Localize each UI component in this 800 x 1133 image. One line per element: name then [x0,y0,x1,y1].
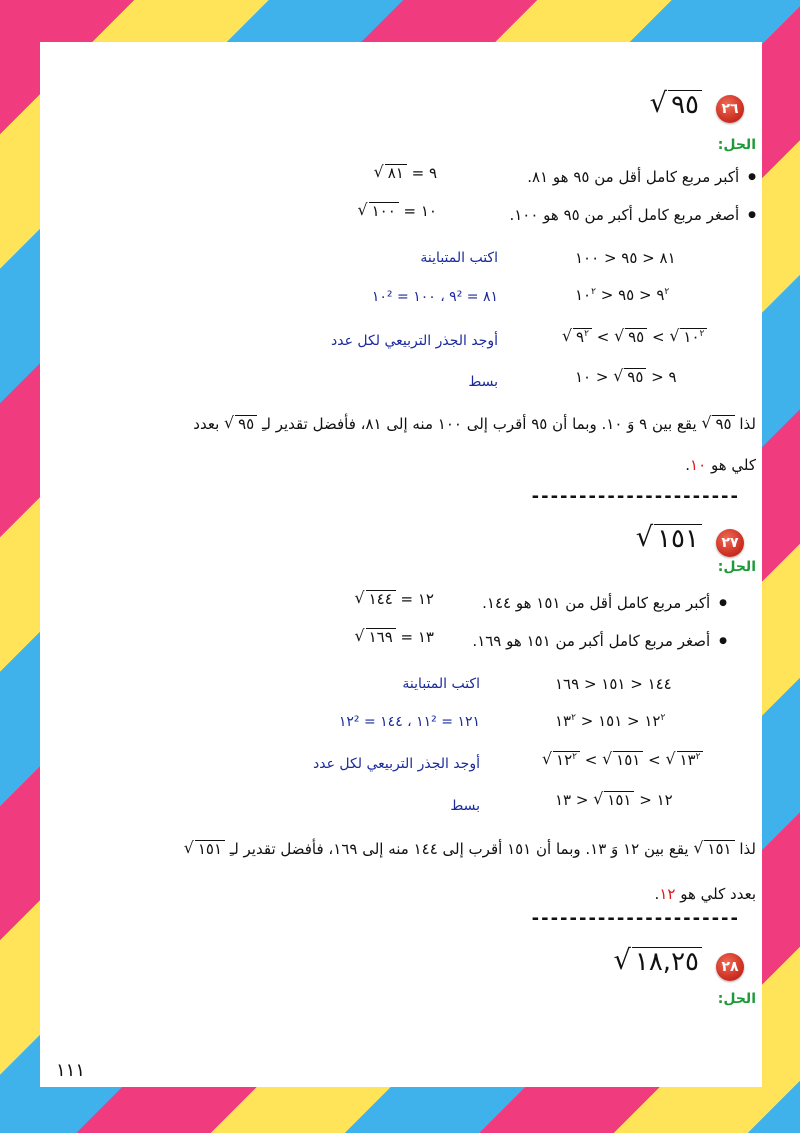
equation: √ ٨١ = ٩ [373,162,437,183]
sqrt-icon: √ [649,88,668,120]
math-step: ١٤٤ < ١٥١ < ١٦٩ [555,675,672,693]
equation: √ ١٦٩ = ١٣ [354,626,434,647]
conclusion-paragraph: بعدد كلي هو ١٢. [654,885,756,903]
answer-value: ١٠ [690,456,707,474]
step-note: ١٢١ = ١١² ، ١٤٤ = ١٢² [338,714,480,730]
equation: √ ١٤٤ = ١٢ [354,588,434,609]
step-note: ٨١ = ٩² ، ١٠٠ = ١٠² [371,289,498,305]
page-number: ١١١ [56,1060,86,1081]
problem-number-badge: ٢٨ [716,953,744,981]
problem-expression: √ ١٥١ [636,524,702,555]
list-item: ● أصغر مربع كامل أكبر من ٩٥ هو ١٠٠. [509,206,756,224]
problem-expression: √ ١٨,٢٥ [613,947,702,978]
problem-number-badge: ٢٧ [716,529,744,557]
step-note: أوجد الجذر التربيعي لكل عدد [331,333,498,349]
conclusion-paragraph: لذا √ ٩٥ يقع بين ٩ وَ ١٠. وبما أن ٩٥ أقرب إلى ١٠٠ منه إلى ٨١، فأفضل تقدير لـِ √ ٩٥ بعدد [193,413,756,434]
sqrt-icon: √ [613,945,631,977]
problem-number-badge: ٢٦ [716,95,744,123]
list-item: ● أصغر مربع كامل أكبر من ١٥١ هو ١٦٩. [472,632,727,650]
math-step: ١٢ < √ ١٥١ < ١٣ [555,789,673,810]
math-step: $٩^٢$ < ٩٥ < $١٠^٢$ [575,286,670,304]
math-step: ٩ < √ ٩٥ < ١٠ [575,366,677,387]
step-note: بسط [468,374,498,390]
problem-expression: √ ٩٥ [650,90,702,121]
conclusion-paragraph: لذا √ ١٥١ يقع بين ١٢ وَ ١٣. وبما أن ١٥١ أقرب إلى ١٤٤ منه إلى ١٦٩، فأفضل تقدير لـِ √ ١٥١ [183,838,756,859]
step-note: اكتب المتباينة [402,676,480,692]
step-note: اكتب المتباينة [420,250,498,266]
step-note: بسط [450,798,480,814]
math-step: √ $١٢^٢$ < √ ١٥١ < √ $١٣^٢$ [542,751,703,770]
section-divider: ---------------------- [531,908,740,929]
math-step: $١٢^٢$ < ١٥١ < $١٣^٢$ [555,712,666,730]
list-item: ● أكبر مربع كامل أقل من ٩٥ هو ٨١. [527,168,756,186]
equation: √ ١٠٠ = ١٠ [357,200,437,221]
math-step: √ $٩^٢$ < √ ٩٥ < √ $١٠^٢$ [562,328,707,347]
solution-label: الحل: [717,559,756,575]
section-divider: ---------------------- [531,486,740,507]
answer-value: ١٢ [659,885,676,903]
conclusion-paragraph: كلي هو ١٠. [685,456,756,474]
solution-label: الحل: [717,137,756,153]
step-note: أوجد الجذر التربيعي لكل عدد [313,756,480,772]
sqrt-icon: √ [635,522,654,554]
textbook-page [40,42,762,1087]
solution-label: الحل: [717,991,756,1007]
list-item: ● أكبر مربع كامل أقل من ١٥١ هو ١٤٤. [482,594,727,612]
math-step: ٨١ < ٩٥ < ١٠٠ [575,249,676,267]
